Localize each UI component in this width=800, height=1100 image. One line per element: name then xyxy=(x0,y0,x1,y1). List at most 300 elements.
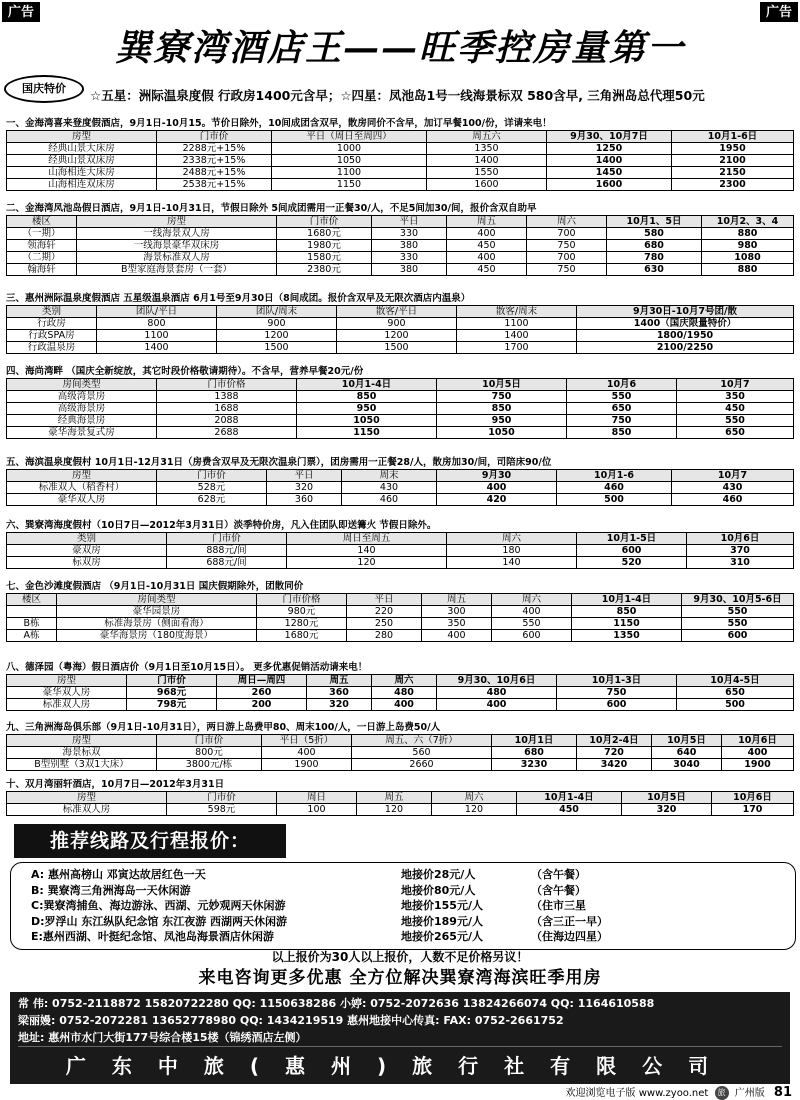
table-cell: 400 xyxy=(437,699,557,711)
table-cell: 650 xyxy=(677,427,794,439)
section-9 xyxy=(6,721,794,771)
table-cell: （一期） xyxy=(7,228,77,240)
route-price: 地接价80元/人 xyxy=(401,883,476,897)
table-cell: 1900 xyxy=(722,759,794,771)
table-header-row xyxy=(7,131,794,143)
table-cell: 850 xyxy=(297,391,437,403)
table-cell: 标准双人房 xyxy=(7,699,127,711)
column-header: 房型 xyxy=(7,131,157,143)
headline: ☆五星：洲际温泉度假 行政房1400元含早；☆四星：凤池岛1号一线海景标双 580含早, 三角洲岛总代理50元 xyxy=(90,88,705,103)
table-cell: 450 xyxy=(447,240,527,252)
column-header: 门市价 xyxy=(167,792,277,804)
table-cell: 经典山景大床房 xyxy=(7,143,157,155)
column-header: 10月1日 xyxy=(492,735,577,747)
table-cell: 600 xyxy=(492,630,572,642)
column-header: 9月30、10月7日 xyxy=(547,131,672,143)
table-cell: 领海轩 xyxy=(7,240,77,252)
table-cell: 1688 xyxy=(157,403,297,415)
column-header: 10月4-5日 xyxy=(677,675,794,687)
contact-line: 常 伟: 0752-2118872 15820722280 QQ: 1150638286 小婷: 0752-2072636 13824266074 QQ: 1164610588 xyxy=(18,997,655,1010)
table-row xyxy=(7,252,794,264)
column-header: 平日（周日至周四） xyxy=(272,131,427,143)
table-cell: 880 xyxy=(702,228,794,240)
column-header: 团队/平日 xyxy=(97,306,217,318)
column-header: 门市价 xyxy=(157,735,262,747)
table-cell: 2300 xyxy=(672,179,794,191)
table-cell: 750 xyxy=(527,240,607,252)
column-header: 房型 xyxy=(77,216,277,228)
table-cell: 700 xyxy=(527,252,607,264)
section-5 xyxy=(6,456,794,506)
table-header-row xyxy=(7,735,794,747)
column-header: 周六 xyxy=(372,675,437,687)
table-cell: 550 xyxy=(682,606,794,618)
column-header: 10月6日 xyxy=(722,735,794,747)
table-cell: 220 xyxy=(347,606,422,618)
table-cell: 1450 xyxy=(547,167,672,179)
route-meal: （含午餐） xyxy=(531,868,586,881)
route-meal: （住海边四星） xyxy=(531,930,608,943)
table-cell: 1150 xyxy=(297,427,437,439)
table-cell: 3230 xyxy=(492,759,577,771)
section-heading: 一、金海湾喜来登度假酒店，9月1日-10月15。节价日除外，10间成团含双早，散房同价不含早，加订早餐100/份，详请来电！ xyxy=(6,118,552,129)
table-cell: 250 xyxy=(347,618,422,630)
route-item xyxy=(31,898,775,914)
table-cell: 2288元+15% xyxy=(157,143,272,155)
column-header: 房型 xyxy=(7,735,157,747)
table-cell: 630 xyxy=(607,264,702,276)
table-cell: 1980元 xyxy=(277,240,372,252)
table-cell: 350 xyxy=(422,618,492,630)
table-row xyxy=(7,318,794,330)
table-row xyxy=(7,415,794,427)
table-cell: 400 xyxy=(437,482,557,494)
table-cell: 310 xyxy=(687,557,794,569)
table-cell: 360 xyxy=(307,687,372,699)
column-header: 周六 xyxy=(432,792,517,804)
table-cell: 标双房 xyxy=(7,557,167,569)
table-cell: 1550 xyxy=(427,167,547,179)
column-header: 周六 xyxy=(492,594,572,606)
table-row xyxy=(7,427,794,439)
table-cell: 680 xyxy=(492,747,577,759)
column-header: 楼区 xyxy=(7,594,57,606)
price-table xyxy=(6,532,794,569)
column-header: 门市价 xyxy=(157,470,267,482)
table-cell: 海景标双 xyxy=(7,747,157,759)
table-cell: 1000 xyxy=(272,143,427,155)
column-header: 10月5日 xyxy=(622,792,712,804)
table-row xyxy=(7,143,794,155)
table-cell: 海景标准双人房 xyxy=(77,252,277,264)
table-cell: 1200 xyxy=(337,330,457,342)
table-cell: 400 xyxy=(492,606,572,618)
table-cell: 140 xyxy=(447,557,577,569)
slogan: 来电咨询更多优惠 全方位解决巽寮湾海滨旺季用房 xyxy=(198,968,602,988)
section-heading: 二、金海湾凤池岛假日酒店，9月1日-10月31日，节假日除外 5间成团需用一正餐30/人，不足5间加30/间，报价含双自助早 xyxy=(6,203,537,214)
column-header: 10月2、3、4 xyxy=(702,216,794,228)
table-cell: 330 xyxy=(372,228,447,240)
table-row xyxy=(7,240,794,252)
table-cell: 850 xyxy=(567,427,677,439)
table-header-row xyxy=(7,675,794,687)
table-row xyxy=(7,167,794,179)
page-number: 81 xyxy=(773,1085,792,1100)
column-header: 楼区 xyxy=(7,216,77,228)
table-cell: 180 xyxy=(447,545,577,557)
section-heading: 七、金色沙滩度假酒店 （9月1日-10月31日 国庆假期除外，团散同价 xyxy=(6,581,304,592)
table-cell: B型别墅（3双1大床） xyxy=(7,759,157,771)
table-cell: 950 xyxy=(297,403,437,415)
route-name: B: 巽寮湾三角洲海岛一天休闲游 xyxy=(31,883,191,897)
table-header-row xyxy=(7,306,794,318)
table-cell: 1100 xyxy=(97,330,217,342)
column-header: 门市价格 xyxy=(157,379,297,391)
column-header: 周五六 xyxy=(427,131,547,143)
column-header: 类别 xyxy=(7,533,167,545)
route-price: 地接价28元/人 xyxy=(401,868,476,881)
table-cell: 888元/间 xyxy=(167,545,287,557)
table-cell: 720 xyxy=(577,747,652,759)
table-cell: 780 xyxy=(607,252,702,264)
column-header: 类别 xyxy=(7,306,97,318)
route-name: E:惠州西湖、叶挺纪念馆、凤池岛海景酒店休闲游 xyxy=(31,930,274,943)
route-meal: （含三正一早） xyxy=(531,914,608,928)
table-cell: 2100/2250 xyxy=(577,342,794,354)
table-cell: 1100 xyxy=(272,167,427,179)
table-cell: 山海相连大床房 xyxy=(7,167,157,179)
table-cell: 550 xyxy=(682,618,794,630)
table-cell: 1700 xyxy=(457,342,577,354)
table-cell: 标准海景房（侧面看海） xyxy=(57,618,257,630)
column-header: 10月7 xyxy=(672,470,794,482)
section-4 xyxy=(6,365,794,439)
section-heading: 五、海滨温泉度假村 10月1日-12月31日（房费含双早及无限次温泉门票），团房需用一正餐28/人，散房加30/间，司陪床90/位 xyxy=(6,457,552,468)
table-cell: 行政SPA房 xyxy=(7,330,97,342)
table-cell: 650 xyxy=(677,687,794,699)
section-3 xyxy=(6,292,794,354)
route-item xyxy=(31,867,775,883)
section-1 xyxy=(6,117,794,191)
routes-banner: 推荐线路及行程报价： xyxy=(14,824,286,858)
column-header: 10月6日 xyxy=(687,533,794,545)
route-meal: （住市三星 xyxy=(531,899,586,912)
table-cell: 标准双人房 xyxy=(7,804,167,816)
table-cell: 480 xyxy=(372,687,437,699)
column-header: 10月6 xyxy=(567,379,677,391)
table-cell: 100 xyxy=(277,804,357,816)
table-cell: 380 xyxy=(372,240,447,252)
table-cell: 450 xyxy=(447,264,527,276)
table-header-row xyxy=(7,216,794,228)
table-cell: 850 xyxy=(437,403,567,415)
table-cell: 1200 xyxy=(217,330,337,342)
section-heading: 九、三角洲海岛俱乐部（9月1日-10月31日），两日游上岛费甲80、周末100/人，一日游上岛费50/人 xyxy=(6,722,441,733)
table-cell: 1680元 xyxy=(277,228,372,240)
column-header: 10月2-4日 xyxy=(577,735,652,747)
column-header: 10月6日 xyxy=(712,792,794,804)
route-name: C:巽寮湾捕鱼、海边游泳、西湖、元妙观两天休闲游 xyxy=(31,899,286,912)
table-cell: 1350 xyxy=(427,143,547,155)
column-header: 门市价 xyxy=(127,675,217,687)
table-cell: 750 xyxy=(557,687,677,699)
table-cell: 950 xyxy=(437,415,567,427)
column-header: 房间类型 xyxy=(57,594,257,606)
price-table xyxy=(6,130,794,191)
table-row xyxy=(7,606,794,618)
table-cell: 320 xyxy=(307,699,372,711)
table-cell: 1600 xyxy=(427,179,547,191)
table-row xyxy=(7,545,794,557)
table-row xyxy=(7,179,794,191)
table-cell: 598元 xyxy=(167,804,277,816)
column-header: 门市价 xyxy=(157,131,272,143)
column-header: 房型 xyxy=(7,470,157,482)
table-row xyxy=(7,342,794,354)
table-cell: 1950 xyxy=(672,143,794,155)
table-cell: 800 xyxy=(97,318,217,330)
table-cell: 380 xyxy=(372,264,447,276)
table-cell: 550 xyxy=(492,618,572,630)
table-cell: 900 xyxy=(337,318,457,330)
table-cell: 豪华双人房 xyxy=(7,494,157,506)
table-cell: 1050 xyxy=(437,427,567,439)
table-cell: 120 xyxy=(357,804,432,816)
table-cell: 798元 xyxy=(127,699,217,711)
table-cell: 968元 xyxy=(127,687,217,699)
table-cell: 200 xyxy=(217,699,307,711)
column-header: 周五 xyxy=(307,675,372,687)
table-cell: 600 xyxy=(557,699,677,711)
table-cell: 1400 xyxy=(427,155,547,167)
table-cell: 1100 xyxy=(457,318,577,330)
column-header: 周日至周五 xyxy=(287,533,447,545)
ad-label-left: 广告 xyxy=(2,2,40,22)
table-cell: 3040 xyxy=(652,759,722,771)
table-cell: 1400 xyxy=(97,342,217,354)
table-cell: 140 xyxy=(287,545,447,557)
table-cell: 2088 xyxy=(157,415,297,427)
section-heading: 三、惠州洲际温泉度假酒店 五星级温泉酒店 6月1号至9月30日（8间成团。报价含双早及无限次酒店内温泉） xyxy=(6,293,471,304)
table-cell: 400 xyxy=(422,630,492,642)
table-cell: 行政温泉房 xyxy=(7,342,97,354)
table-cell: 560 xyxy=(352,747,492,759)
table-cell: 460 xyxy=(672,494,794,506)
page-title: 巽寮湾酒店王——旺季控房量第一 xyxy=(114,27,685,69)
table-cell: 1680元 xyxy=(257,630,347,642)
section-heading: 四、海尚湾畔 （国庆全新绽放，其它时段价格敬请期待）。不含早，营养早餐20元/份 xyxy=(6,366,364,377)
section-6 xyxy=(6,519,794,569)
table-cell: 688元/间 xyxy=(167,557,287,569)
table-row xyxy=(7,403,794,415)
column-header: 10月5日 xyxy=(652,735,722,747)
route-item xyxy=(31,929,775,945)
table-cell: 980元 xyxy=(257,606,347,618)
table-row xyxy=(7,228,794,240)
table-cell: 1250 xyxy=(547,143,672,155)
table-cell: 650 xyxy=(567,403,677,415)
table-cell: 1350 xyxy=(572,630,682,642)
table-cell: 500 xyxy=(677,699,794,711)
column-header: 房型 xyxy=(7,675,127,687)
table-cell: 460 xyxy=(557,482,672,494)
table-cell: 2660 xyxy=(352,759,492,771)
table-cell: 1150 xyxy=(572,618,682,630)
table-cell: 550 xyxy=(677,415,794,427)
route-item xyxy=(31,914,775,930)
table-cell: 120 xyxy=(432,804,517,816)
table-cell xyxy=(7,606,57,618)
table-cell: B栋 xyxy=(7,618,57,630)
column-header: 10月1-6 xyxy=(557,470,672,482)
table-cell: 450 xyxy=(517,804,622,816)
table-cell: 260 xyxy=(217,687,307,699)
table-cell: 2538元+15% xyxy=(157,179,272,191)
company-name: 广东中旅(惠州)旅行社有限公司 xyxy=(18,1046,782,1084)
table-cell: 450 xyxy=(677,403,794,415)
column-header: 门市价 xyxy=(167,533,287,545)
table-cell: A栋 xyxy=(7,630,57,642)
column-header: 散客/周末 xyxy=(457,306,577,318)
table-cell: 2380元 xyxy=(277,264,372,276)
column-header: 9月30 xyxy=(437,470,557,482)
table-cell: 600 xyxy=(682,630,794,642)
route-price: 地接价189元/人 xyxy=(401,914,483,928)
table-cell: 经典山景双床房 xyxy=(7,155,157,167)
column-header: 10月1-4日 xyxy=(517,792,622,804)
table-cell: 1280元 xyxy=(257,618,347,630)
table-header-row xyxy=(7,379,794,391)
section-7 xyxy=(6,580,794,642)
table-cell: 标准双人（稻香村） xyxy=(7,482,157,494)
table-cell: 280 xyxy=(347,630,422,642)
column-header: 10月1-4日 xyxy=(297,379,437,391)
table-cell: 2488元+15% xyxy=(157,167,272,179)
column-header: 周末 xyxy=(342,470,437,482)
table-cell: 1150 xyxy=(272,179,427,191)
column-header: 平日（5折） xyxy=(262,735,352,747)
route-name: A: 惠州高榜山 邓寅达故居红色一天 xyxy=(31,868,206,881)
table-cell: 3420 xyxy=(577,759,652,771)
table-cell: 320 xyxy=(622,804,712,816)
table-cell: 750 xyxy=(567,415,677,427)
table-cell: 2338元+15% xyxy=(157,155,272,167)
section-10 xyxy=(6,778,794,816)
table-cell: 1580元 xyxy=(277,252,372,264)
column-header: 10月5日 xyxy=(437,379,567,391)
table-cell: 2150 xyxy=(672,167,794,179)
section-2 xyxy=(6,202,794,276)
table-cell: 2688 xyxy=(157,427,297,439)
column-header: 10月1-6日 xyxy=(672,131,794,143)
price-table xyxy=(6,215,794,276)
routes-note: 以上报价为30人以上报价，人数不足价格另议！ xyxy=(271,950,529,964)
national-day-badge: 国庆特价 xyxy=(4,75,84,103)
column-header: 门市价格 xyxy=(257,594,347,606)
table-cell: 1900 xyxy=(262,759,352,771)
route-item xyxy=(31,883,775,899)
column-header: 10月7 xyxy=(677,379,794,391)
table-header-row xyxy=(7,792,794,804)
column-header: 散客/平日 xyxy=(337,306,457,318)
table-cell: 300 xyxy=(422,606,492,618)
table-cell: 528元 xyxy=(157,482,267,494)
table-row xyxy=(7,482,794,494)
ad-label-right: 广告 xyxy=(760,2,798,22)
table-cell: 1500 xyxy=(337,342,457,354)
column-header: 周五 xyxy=(447,216,527,228)
address-line: 地址: 惠州市水门大街177号综合楼15楼（锦绣酒店左侧） xyxy=(18,1031,307,1044)
table-cell: 1400 xyxy=(457,330,577,342)
table-row xyxy=(7,330,794,342)
price-table xyxy=(6,305,794,354)
table-row xyxy=(7,759,794,771)
table-cell: 1050 xyxy=(272,155,427,167)
table-cell: 750 xyxy=(527,264,607,276)
table-cell: 2100 xyxy=(672,155,794,167)
table-row xyxy=(7,747,794,759)
table-cell: 330 xyxy=(372,252,447,264)
table-cell: 1800/1950 xyxy=(577,330,794,342)
route-name: D:罗浮山 东江纵队纪念馆 东江夜游 西湖两天休闲游 xyxy=(31,914,288,928)
table-cell: 3800元/栋 xyxy=(157,759,262,771)
table-cell: 370 xyxy=(687,545,794,557)
column-header: 平日 xyxy=(347,594,422,606)
column-header: 周五、六（7折） xyxy=(352,735,492,747)
price-table xyxy=(6,593,794,642)
table-cell: 一线海景双人房 xyxy=(77,228,277,240)
price-table xyxy=(6,734,794,771)
table-cell: 850 xyxy=(572,606,682,618)
table-cell: 1600 xyxy=(547,179,672,191)
table-cell: 豪华双人房 xyxy=(7,687,127,699)
footer-text: 欢迎浏览电子版 www.zyoo.net xyxy=(565,1088,709,1099)
column-header: 房间类型 xyxy=(7,379,157,391)
table-cell: 1080 xyxy=(702,252,794,264)
contact-block xyxy=(10,992,790,1084)
price-table xyxy=(6,378,794,439)
table-cell: 628元 xyxy=(157,494,267,506)
table-cell: 400 xyxy=(372,699,437,711)
table-cell: B型家庭海景套房（一套） xyxy=(77,264,277,276)
table-row xyxy=(7,264,794,276)
table-header-row xyxy=(7,594,794,606)
section-8 xyxy=(6,661,794,711)
table-header-row xyxy=(7,470,794,482)
table-cell: 500 xyxy=(557,494,672,506)
column-header: 10月1-4日 xyxy=(572,594,682,606)
table-cell: 360 xyxy=(267,494,342,506)
table-row xyxy=(7,391,794,403)
table-cell: 1400（国庆限量特价） xyxy=(577,318,794,330)
column-header: 9月30日-10月7号团/散 xyxy=(577,306,794,318)
column-header: 平日 xyxy=(267,470,342,482)
column-header: 团队/周末 xyxy=(217,306,337,318)
column-header: 周日 xyxy=(277,792,357,804)
table-row xyxy=(7,618,794,630)
table-cell: 900 xyxy=(217,318,337,330)
table-cell: 170 xyxy=(712,804,794,816)
section-heading: 八、德泽园（粤海）假日酒店价（9月1日至10月15日）。 更多优惠促销活动请来电！ xyxy=(6,662,368,673)
table-cell: 580 xyxy=(607,228,702,240)
column-header: 平日 xyxy=(372,216,447,228)
contact-line: 梁丽嫚: 0752-2072281 13652778980 QQ: 1434219519 惠州地接中心传真: FAX: 0752-2661752 xyxy=(18,1014,564,1027)
route-price: 地接价265元/人 xyxy=(401,930,483,943)
table-row xyxy=(7,557,794,569)
table-row xyxy=(7,630,794,642)
table-cell: 1050 xyxy=(297,415,437,427)
table-cell: 700 xyxy=(527,228,607,240)
